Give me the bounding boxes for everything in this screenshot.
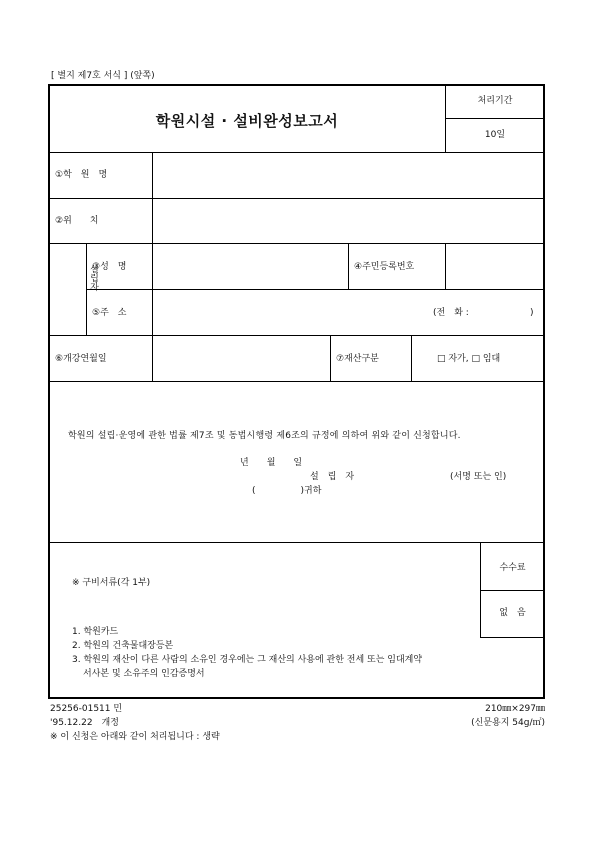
academy-name-label: ①학 원 명: [55, 170, 108, 180]
docs-item: 2. 학원의 건축물대장등본: [72, 641, 174, 651]
processing-note: ※ 이 신청은 아래와 같이 처리됩니다 : 생략: [50, 732, 220, 742]
docs-item: 3. 학원의 재산이 다른 사람의 소유인 경우에는 그 재산의 사용에 관한 전세 또는 임대계약: [72, 655, 423, 665]
fee-label: 수수료: [499, 563, 526, 573]
property-options[interactable]: □ 자가, □ 임대: [437, 354, 501, 364]
fee-value: 없 음: [499, 608, 526, 618]
academy-name-field[interactable]: [153, 153, 544, 198]
date-line: 년 월 일: [240, 458, 303, 468]
location-field[interactable]: [153, 199, 544, 243]
resident-no-field[interactable]: [446, 244, 544, 289]
docs-header: ※ 구비서류(각 1부): [72, 578, 151, 588]
form-code: 25256-01511 민: [50, 704, 123, 714]
sign-note: (서명 또는 인): [450, 472, 507, 482]
docs-item: 서사본 및 소유주의 인감증명서: [83, 669, 205, 679]
docs-item: 1. 학원카드: [72, 627, 119, 637]
phone-open: (전 화 :: [433, 308, 469, 318]
form-title: 학원시설 · 설비완성보고서: [155, 112, 339, 130]
address-field[interactable]: [153, 290, 433, 335]
founder-sign: 설 립 자: [310, 472, 355, 482]
statement-text: 학원의 설립·운영에 관한 법률 제7조 및 동법시행령 제6조의 규정에 의하여 위와 같이 신청합니다.: [68, 431, 461, 441]
opening-date-field[interactable]: [153, 336, 330, 381]
paper-type: (신문용지 54g/㎡): [471, 718, 545, 728]
opening-date-label: ⑥개강연월일: [55, 354, 107, 364]
phone-close: ): [530, 308, 534, 318]
founder-name-field[interactable]: [153, 244, 348, 289]
form-label: [ 별지 제7호 서식 ] (앞쪽): [51, 71, 155, 81]
processing-label: 처리기간: [477, 96, 513, 106]
founder-group-label: 설립자: [88, 264, 98, 291]
paper-size: 210㎜×297㎜: [485, 704, 545, 714]
revised-date: '95.12.22 개정: [50, 718, 119, 728]
processing-value: 10일: [484, 130, 506, 140]
addressee: ( )귀하: [252, 486, 322, 496]
address-label: ⑤주 소: [92, 308, 127, 318]
location-label: ②위 치: [55, 216, 99, 226]
resident-no-label: ④주민등록번호: [354, 262, 415, 272]
property-type-label: ⑦재산구분: [336, 354, 379, 364]
founder-name-label: ③성 명: [92, 262, 127, 272]
